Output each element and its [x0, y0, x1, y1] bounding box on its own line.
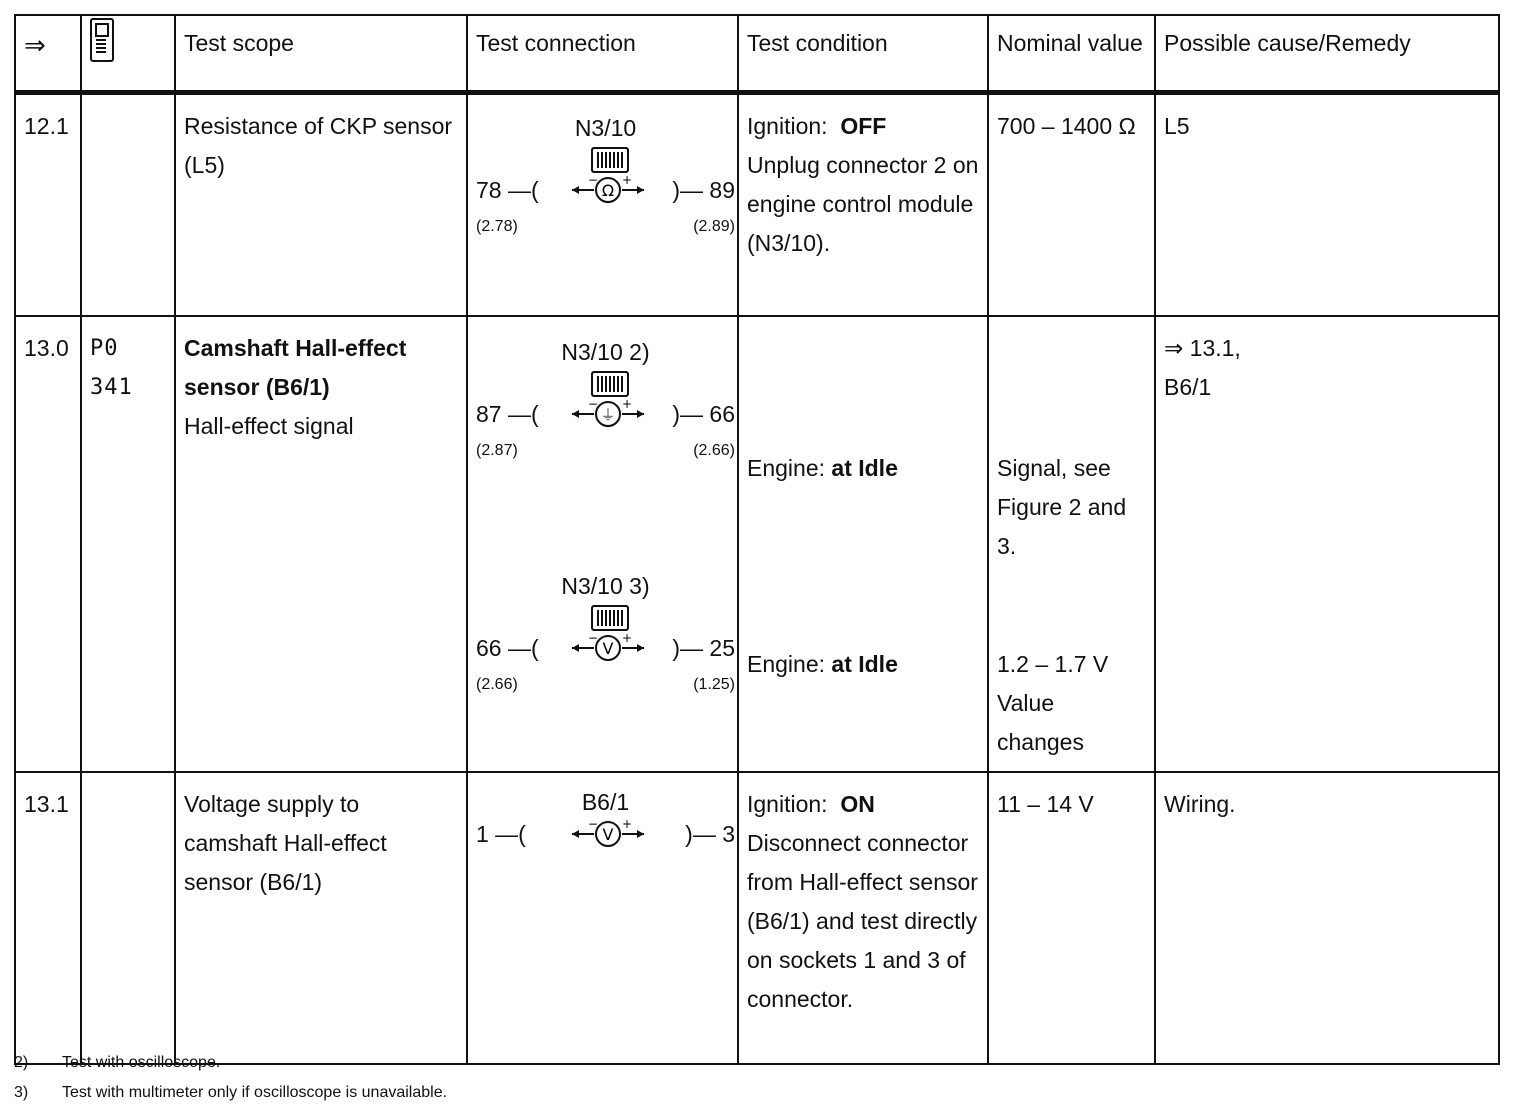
table-row-13-0	[15, 316, 1499, 772]
svg-text:−: −	[588, 819, 599, 831]
scope-line: Resistance of CKP sensor	[184, 113, 453, 139]
pin-ref-left: (2.66)	[476, 676, 518, 693]
condition-text: Disconnect connector from Hall-effect sensor (B6/1) and test directly on sockets 1 and 3 of connector.	[747, 830, 978, 1012]
table-row-12-1	[15, 93, 1499, 317]
nominal-signal: Signal, see Figure 2 and 3.	[997, 455, 1127, 559]
svg-text:+: +	[622, 633, 633, 645]
module-label: N3/10 2)	[561, 339, 650, 365]
component-label: B6/1	[581, 789, 630, 815]
test-condition	[738, 772, 988, 1064]
svg-text:−: −	[588, 175, 599, 187]
condition-label: Engine:	[747, 651, 826, 677]
condition-label: Engine:	[747, 455, 826, 481]
nominal-value: 700 – 1400 Ω	[988, 93, 1155, 317]
step-number: 12.1	[15, 93, 81, 317]
footnote	[14, 1078, 447, 1108]
fault-code	[81, 93, 175, 317]
nominal-value	[988, 316, 1155, 772]
module-label: N3/10	[574, 115, 637, 141]
condition-label: Ignition:	[747, 791, 828, 817]
pin-left: 78 —(	[476, 177, 539, 203]
meter-symbol: ⏚	[600, 406, 616, 424]
test-scope: Voltage supply to camshaft Hall-effect sensor (B6/1)	[175, 772, 467, 1064]
pin-right: )— 3	[685, 821, 735, 847]
pin-left: 1 —(	[476, 821, 526, 847]
condition-text: Unplug connector 2 on engine control module (N3/10).	[747, 152, 979, 256]
pin-ref-right: (2.66)	[693, 442, 735, 459]
condition-value: at Idle	[831, 455, 898, 481]
pin-right: )— 89	[672, 177, 735, 203]
footnote-text: Test with multimeter only if oscilloscope is unavailable.	[62, 1084, 448, 1101]
pin-ref-right: (1.25)	[693, 676, 735, 693]
header-test-scope: Test scope	[175, 15, 467, 93]
svg-text:−: −	[588, 399, 599, 411]
condition-value: OFF	[840, 113, 887, 139]
scope-title: Camshaft Hall-effect sensor (B6/1)	[184, 335, 407, 400]
header-nominal-value: Nominal value	[988, 15, 1155, 93]
step-number: 13.0	[15, 316, 81, 772]
test-connection	[467, 772, 738, 1064]
possible-cause: Wiring.	[1155, 772, 1499, 1064]
ohmmeter-icon	[570, 175, 646, 205]
svg-text:+: +	[622, 175, 633, 187]
pin-right: )— 66	[672, 401, 735, 427]
nominal-voltage: 1.2 – 1.7 V	[997, 651, 1109, 677]
pin-left: 87 —(	[476, 401, 539, 427]
footnote	[14, 1048, 447, 1078]
header-possible-cause: Possible cause/Remedy	[1155, 15, 1499, 93]
meter-symbol: V	[602, 639, 614, 658]
header-row	[15, 15, 1499, 93]
scope-line: Hall-effect signal	[184, 413, 354, 439]
condition-label: Ignition:	[747, 113, 828, 139]
cause-component: B6/1	[1164, 374, 1212, 400]
voltmeter-icon	[570, 633, 646, 663]
test-scope	[175, 93, 467, 317]
cause-reference: ⇒ 13.1,	[1164, 335, 1241, 361]
oscilloscope-meter-icon	[570, 399, 646, 429]
header-tester	[81, 15, 175, 93]
svg-text:−: −	[588, 633, 599, 645]
condition-value: at Idle	[831, 651, 898, 677]
pin-ref-left: (2.78)	[476, 218, 518, 235]
pin-ref-right: (2.89)	[693, 218, 735, 235]
svg-text:+: +	[622, 399, 633, 411]
test-connection	[467, 93, 738, 317]
control-module-icon	[591, 371, 629, 397]
footnote-number: 3)	[14, 1084, 29, 1101]
footnote-text: Test with oscilloscope.	[62, 1054, 221, 1071]
fault-code: P0 341	[81, 316, 175, 772]
voltmeter-icon	[570, 819, 646, 849]
pin-right: )— 25	[672, 635, 735, 661]
possible-cause	[1155, 316, 1499, 772]
footnote-number: 2)	[14, 1054, 29, 1071]
nominal-note: Value changes	[997, 690, 1084, 755]
table-row-13-1	[15, 772, 1499, 1064]
svg-text:+: +	[622, 819, 633, 831]
fault-code	[81, 772, 175, 1064]
header-arrow: ⇒	[15, 15, 81, 93]
meter-symbol: Ω	[601, 181, 615, 200]
test-scope	[175, 316, 467, 772]
scope-line: (L5)	[184, 152, 225, 178]
diagnostic-table	[14, 14, 1500, 1065]
hand-held-tester-icon	[90, 18, 114, 62]
condition-value: ON	[840, 791, 875, 817]
possible-cause: L5	[1155, 93, 1499, 317]
module-label: N3/10 3)	[561, 573, 650, 599]
nominal-value: 11 – 14 V	[988, 772, 1155, 1064]
control-module-icon	[591, 147, 629, 173]
step-number: 13.1	[15, 772, 81, 1064]
pin-left: 66 —(	[476, 635, 539, 661]
header-test-condition: Test condition	[738, 15, 988, 93]
header-test-connection: Test connection	[467, 15, 738, 93]
footnotes	[14, 1048, 447, 1108]
test-connection	[467, 316, 738, 772]
pin-ref-left: (2.87)	[476, 442, 518, 459]
control-module-icon	[591, 605, 629, 631]
meter-symbol: V	[602, 825, 614, 844]
test-condition	[738, 316, 988, 772]
test-condition	[738, 93, 988, 317]
